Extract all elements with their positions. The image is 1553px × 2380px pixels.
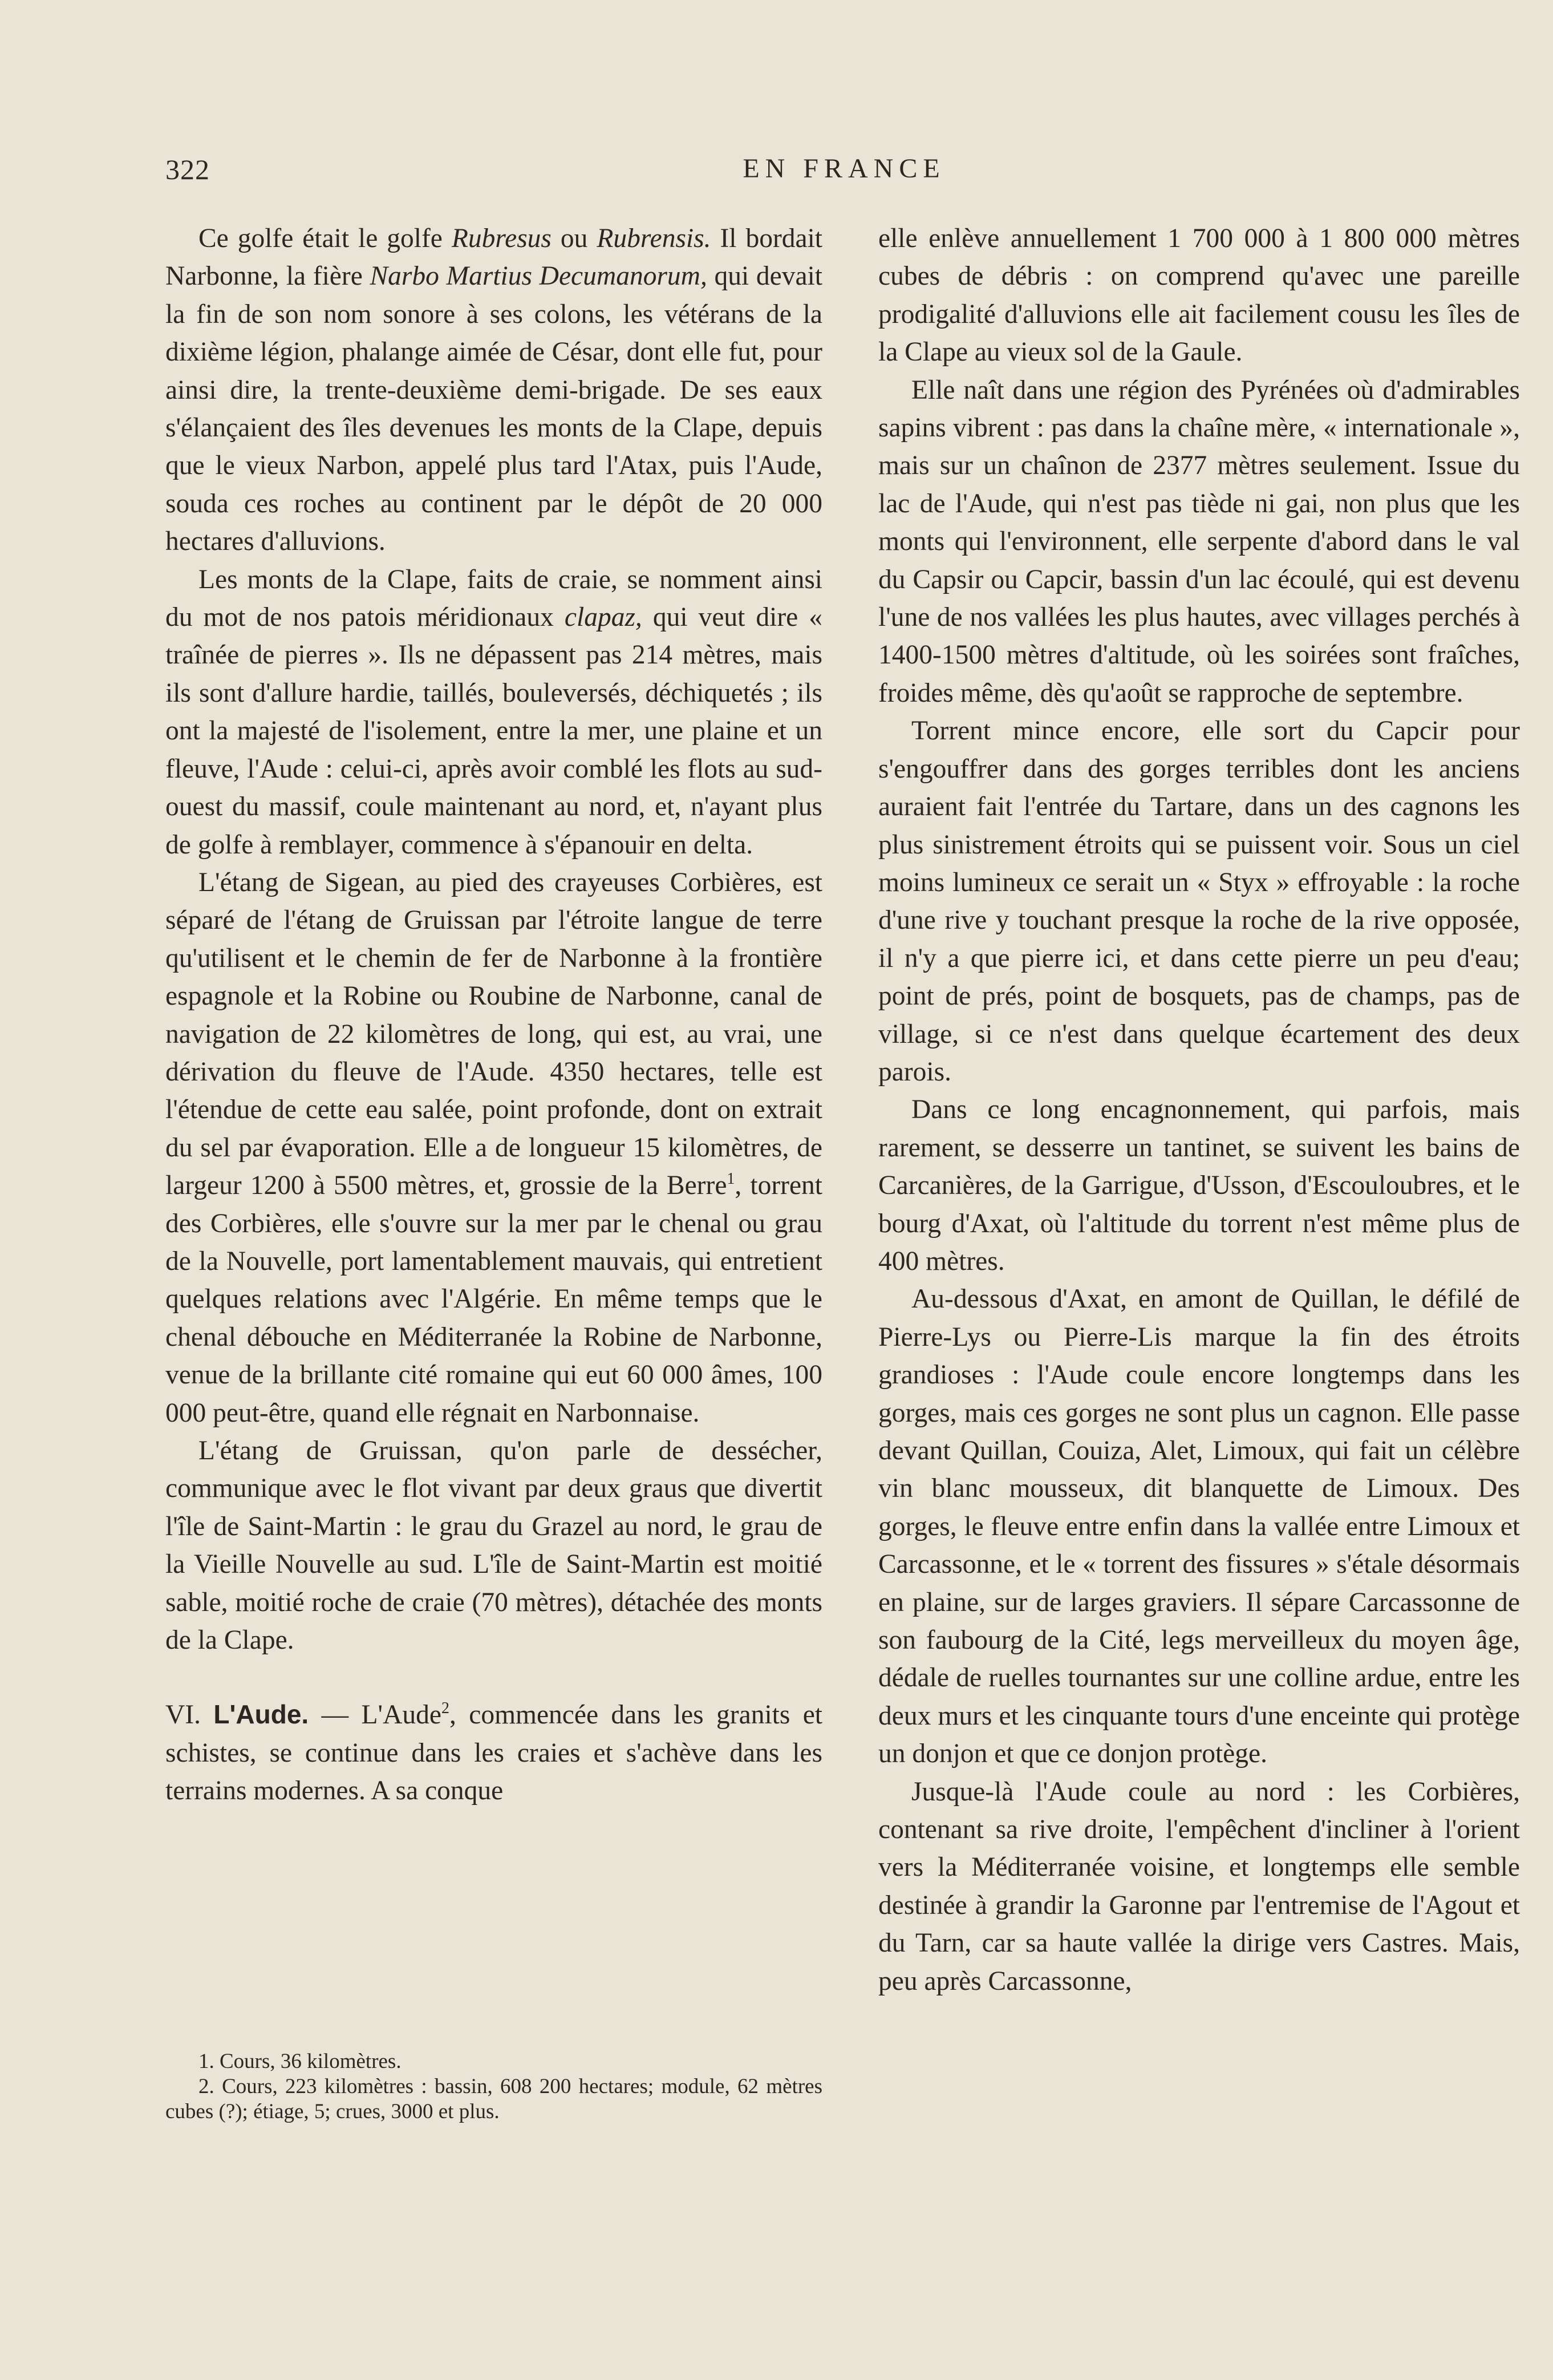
footnotes (165, 2049, 822, 2124)
paragraph: Ce golfe était le golfe Rubresus ou Rubrensis. Il bordait Narbonne, la fière Narbo Martius Decumanorum, qui devait la fin de son nom sonore à ses colons, les vétérans de la dixième légion, phalange aimée de César, dont elle fut, pour ainsi dire, la trente-deuxième demi-brigade. De ses eaux s'élançaient des îles devenues les monts de la Clape, depuis que le vieux Narbon, appelé plus tard l'Atax, puis l'Aude, souda ces roches au continent par le dépôt de 20 000 hectares d'alluvions. (165, 224, 823, 557)
section-number: VI. (165, 1700, 214, 1730)
footnote: 1. Cours, 36 kilomètres. (198, 2050, 402, 2073)
section-title: L'Aude. (213, 1699, 309, 1730)
paragraph: Elle naît dans une région des Pyrénées où d'admirables sapins vibrent : pas dans la chaîne mère, « internationale », mais sur un chaînon de 2377 mètres seulement. Issue du lac de l'Aude, qui n'est pas tiède ni gai, non plus que les monts qui l'environnent, elle serpente d'abord dans le val du Capsir ou Capcir, bassin d'un lac écoulé, qui est devenu l'une de nos vallées les plus hautes, avec villages perchés à 1400-1500 mètres d'altitude, où les soirées sont fraîches, froides même, dès qu'août se rapproche de septembre. (878, 375, 1520, 708)
section-heading-paragraph: VI. L'Aude. — L'Aude$^2$, commencée dans les granits et schistes, se continue dans les craies et s'achève dans les terrains modernes. A sa conque (165, 1699, 822, 1806)
paragraph: L'étang de Sigean, au pied des crayeuses Corbières, est séparé de l'étang de Gruissan par l'étroite langue de terre qu'utilisent et le chemin de fer de Narbonne à la frontière espagnole et la Robine ou Roubine de Narbonne, canal de navigation de 22 kilomètres de long, qui est, au vrai, une dérivation du fleuve de l'Aude. 4350 hectares, telle est l'étendue de cette eau salée, point profonde, dont on extrait du sel par évaporation. Elle a de longueur 15 kilomètres, de largeur 1200 à 5500 mètres, et, grossie de la Berre$^1$, torrent des Corbières, elle s'ouvre sur la mer par le chenal ou grau de la Nouvelle, port lamentablement mauvais, qui entretient quelques relations avec l'Algérie. En même temps que le chenal débouche en Méditerranée la Robine de Narbonne, venue de la brillante cité romaine qui eut 60 000 âmes, 100 000 peut-être, quand elle régnait en Narbonnaise. (165, 867, 822, 1428)
page-number: 322 (165, 153, 210, 185)
paragraph: Torrent mince encore, elle sort du Capcir pour s'engouffrer dans des gorges terribles dont les anciens auraient fait l'entrée du Tartare, dans un des cagnons les plus sinistrement étroits qui se puissent voir. Sous un ciel moins lumineux ce serait un « Styx » effroyable : la roche d'une rive y touchant presque la roche de la rive opposée, il n'y a que pierre ici, et dans cette pierre un peu d'eau; point de prés, point de bosquets, pas de champs, pas de village, si ce n'est dans quelque écartement des deux parois. (878, 716, 1520, 1087)
paragraph: Au-dessous d'Axat, en amont de Quillan, le défilé de Pierre-Lys ou Pierre-Lis marque la fin des étroits grandioses : l'Aude coule encore longtemps dans les gorges, mais ces gorges ne sont plus un cagnon. Elle passe devant Quillan, Couiza, Alet, Limoux, qui fait un célèbre vin blanc mousseux, dit blanquette de Limoux. Des gorges, le fleuve entre enfin dans la vallée entre Limoux et Carcassonne, et le « torrent des fissures » s'étale désormais en plaine, sur de larges graviers. Il sépare Carcassonne de son faubourg de la Cité, legs merveilleux du moyen âge, dédale de ruelles tournantes sur une colline ardue, entre les deux murs et les cinquante tours d'une enceinte qui protège un donjon et que ce donjon protège. (878, 1284, 1520, 1769)
footnote-ref: 1 (727, 1170, 735, 1188)
right-column (878, 220, 1520, 2000)
paragraph: Dans ce long encagnonnement, qui parfois, mais rarement, se desserre un tantinet, se suivent les bains de Carcanières, de la Garrigue, d'Usson, d'Escouloubres, et le bourg d'Axat, où l'altitude du torrent n'est même plus de 400 mètres. (878, 1095, 1520, 1276)
running-title: EN FRANCE (743, 153, 946, 184)
left-column (165, 220, 822, 1810)
paragraph: L'étang de Gruissan, qu'on parle de dessécher, communique avec le flot vivant par deux graus que divertit l'île de Saint-Martin : le grau du Grazel au nord, le grau de la Vieille Nouvelle au sud. L'île de Saint-Martin est moitié sable, moitié roche de craie (70 mètres), détachée des monts de la Clape. (165, 1436, 822, 1656)
footnote-ref: 2 (441, 1699, 449, 1718)
paragraph: elle enlève annuellement 1 700 000 à 1 800 000 mètres cubes de débris : on comprend qu'avec une pareille prodigalité d'alluvions elle ait facilement cousu les îles de la Clape au vieux sol de la Gaule. (878, 224, 1520, 367)
page-header (165, 153, 1523, 199)
paragraph: Jusque-là l'Aude coule au nord : les Corbières, contenant sa rive droite, l'empêchent d'incliner à l'orient vers la Méditerranée voisine, et longtemps elle semble destinée à grandir la Garonne par l'entremise de l'Agout et du Tarn, car sa haute vallée la dirige vers Castres. Mais, peu après Carcassonne, (878, 1776, 1520, 1996)
paragraph: Les monts de la Clape, faits de craie, se nomment ainsi du mot de nos patois méridionaux clapaz, qui veut dire « traînée de pierres ». Ils ne dépassent pas 214 mètres, mais ils sont d'allure hardie, taillés, bouleversés, déchiquetés ; ils ont la majesté de l'isolement, entre la mer, une plaine et un fleuve, l'Aude : celui-ci, après avoir comblé les flots au sud-ouest du massif, coule maintenant au nord, et, n'ayant plus de golfe à remblayer, commence à s'épanouir en delta. (165, 564, 822, 860)
footnote: 2. Cours, 223 kilomètres : bassin, 608 200 hectares; module, 62 mètres cubes (?); étiage, 5; crues, 3000 et plus. (165, 2075, 822, 2123)
